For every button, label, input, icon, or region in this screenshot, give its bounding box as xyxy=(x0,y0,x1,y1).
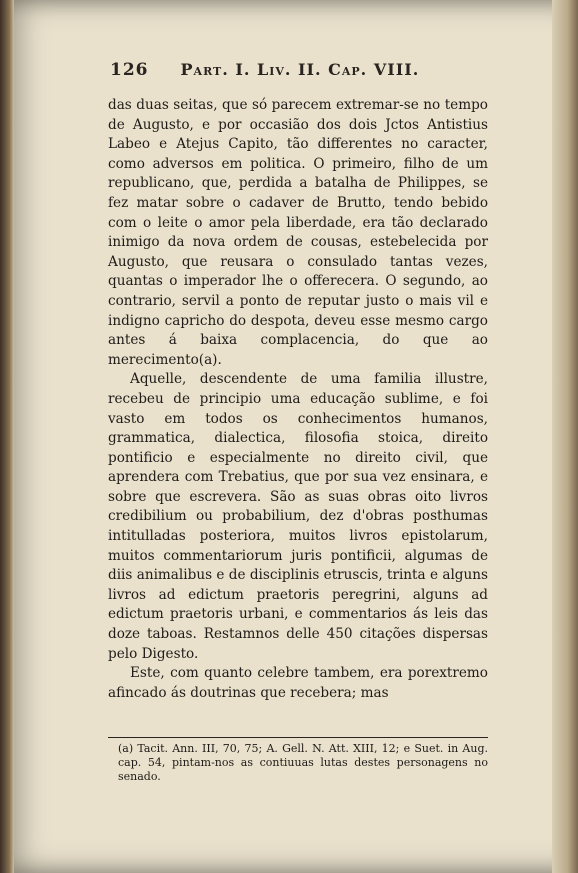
page-body xyxy=(108,96,488,703)
paragraph-1: das duas seitas, que só parecem extremar-se no tempo de Augusto, e por occasião dos dois Jctos Antistius Labeo e Atejus Capito, tão differentes no caracter, como adversos em politica. O primeiro, filho de um republicano, que, perdida a batalha de Philippes, se fez matar sobre o cadaver de Brutto, tendo bebido com o leite o amor pela liberdade, era tão declarado inimigo da nova ordem de cousas, estebelecida por Augusto, que reusara o consulado tantas vezes, quantas o imperador lhe o offerecera. O segundo, ao contrario, servil a ponto de reputar justo o mais vil e indigno capricho do despota, deveu esse mesmo cargo antes á baixa complacencia, do que ao merecimento(a). xyxy=(108,97,488,368)
footnote-rule xyxy=(108,737,488,738)
footnote: (a) Tacit. Ann. III, 70, 75; A. Gell. N. Att. XIII, 12; e Suet. in Aug. cap. 54, pintam-nos as contiuuas lutas destes personagens no senado. xyxy=(118,742,488,783)
page-header xyxy=(110,60,440,80)
paragraph-2: Aquelle, descendente de uma familia illustre, recebeu de principio uma educação sublime, e foi vasto em todos os conhecimentos humanos, grammatica, dialectica, filosofia stoica, direito pontificio e especialmente no direito civil, que aprendera com Trebatius, que por sua vez ensinara, e sobre que escrevera. São as suas obras oito livros credibilium ou probabilium, dez d'obras posthumas intitulladas posteriora, muitos livros epistolarum, muitos commentariorum juris pontificii, algumas de diis animalibus e de disciplinis etruscis, trinta e alguns livros ad edictum praetoris peregrini, alguns ad edictum praetoris urbani, e commentarios ás leis das doze taboas. Restamnos delle 450 citações dispersas pelo Digesto. xyxy=(108,371,488,662)
paragraph-3: Este, com quanto celebre tambem, era porextremo afincado ás doutrinas que recebera; mas xyxy=(108,665,488,701)
running-title: Part. I. Liv. II. Cap. VIII. xyxy=(180,60,420,79)
page-edges xyxy=(552,0,578,873)
page-number: 126 xyxy=(110,60,149,80)
book-spine xyxy=(0,0,14,873)
